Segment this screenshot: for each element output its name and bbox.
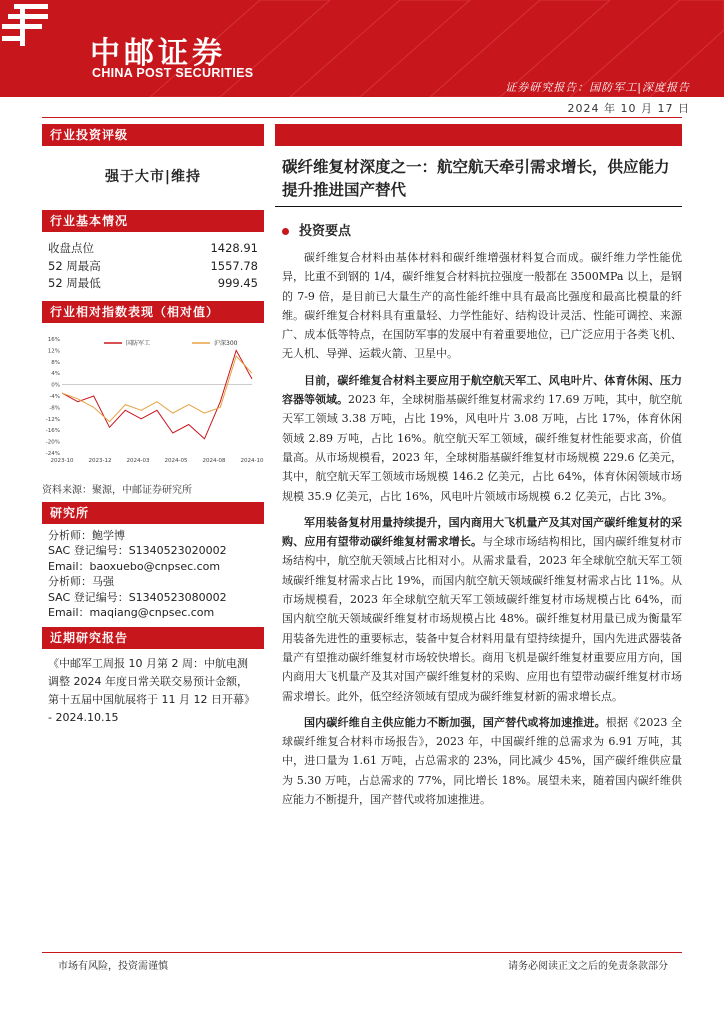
brand-name-cn: 中邮证券 [90, 36, 226, 71]
section-heading-text: 投资要点 [299, 224, 352, 239]
recent-report-item[interactable]: 《中邮军工周报 10 月第 2 周：中航电测调整 2024 年度日常关联交易预计金额，第十五届中国航展将于 11 月 12 日开幕》 - 2024.10.15 [48, 656, 255, 724]
y-tick-label: -24% [45, 450, 60, 457]
report-date: 2024 年 10 月 17 日 [567, 102, 690, 115]
analyst-heading: 研究所 [42, 502, 264, 524]
y-tick-label: -12% [45, 416, 60, 423]
basics-row [42, 258, 264, 276]
analyst-line: 分析师：鲍学博 [48, 528, 125, 542]
y-tick-label: 8% [51, 359, 60, 366]
basics-row [42, 240, 264, 258]
analyst-email[interactable]: Email：maqiang@cnpsec.com [48, 606, 215, 619]
basics-label: 52 周最高 [48, 258, 101, 273]
report-title: 碳纤维复材深度之一：航空航天牵引需求增长，供应能力提升推进国产替代 [282, 158, 670, 199]
analyst-line: SAC 登记编号：S1340523080002 [48, 590, 227, 604]
footer-disclaimer: 请务必阅读正文之后的免责条款部分 [508, 961, 668, 972]
x-tick-label: 2024-05 [164, 457, 188, 464]
series-line-defense [62, 350, 252, 438]
analyst-email[interactable]: Email：baoxuebo@cnpsec.com [48, 559, 221, 573]
x-tick-label: 2024-08 [202, 457, 226, 464]
footer-risk-note: 市场有风险，投资需谨慎 [58, 961, 168, 972]
sidebar [42, 124, 264, 733]
paragraph-lead: 目前，碳纤维复合材料主要应用于航空航天军工、风电叶片、体育休闲、压力容器等领域。 [282, 373, 682, 407]
section-heading [282, 220, 351, 239]
y-tick-label: 0% [51, 382, 60, 389]
legend-label: 沪深300 [214, 339, 238, 347]
paragraph-lead: 国内碳纤维自主供应能力不断加强，国产替代或将加速推进。 [304, 715, 606, 729]
header-rule [42, 117, 682, 118]
main-top-bar [275, 124, 682, 146]
chart-svg [42, 331, 264, 471]
paragraph [282, 371, 682, 506]
basics-value: 999.45 [217, 276, 258, 290]
paragraph-text: 2023 年，全球树脂基碳纤维复材需求约 17.69 万吨，其中，航空航天军工领域 3.38 万吨，占比 19%，风电叶片 3.08 万吨，占比 17%，体育休闲领域 2.89 万吨，占比 16%。航空航天军工领域，碳纤维复材性能要求高，价值量高。从市场规模看，2023 年，全球树脂基碳纤维复材市场规模 229.6 亿美元，其中，航空航天军工领域市场规模 146.2 亿美元，占比 64%，体育休闲领域市场规模 35.9 亿美元，占比 16%，风电叶片领域市场规模 6.2 亿美元，占比 3%。 [282, 393, 683, 503]
relative-performance-chart [42, 331, 264, 471]
recent-reports-heading: 近期研究报告 [42, 627, 264, 649]
chart-source: 资料来源：聚源，中邮证券研究所 [42, 484, 192, 496]
paragraph-text: 根据《2023 全球碳纤维复合材料市场报告》，2023 年，中国碳纤维的总需求为 6.91 万吨，其中，进口量为 1.61 万吨，占总需求的 23%，同比减少 45%，国产碳纤维供应量为 5.30 万吨，占总需求的 77%，同比增长 18%。展望未来，随着国内碳纤维供应能力不断提升，国产替代或将加速推进。 [282, 715, 682, 807]
paragraph [282, 713, 682, 809]
series-line-csi300 [62, 356, 252, 422]
x-tick-label: 2023-10 [50, 457, 74, 464]
analyst-block [42, 524, 264, 627]
basics-heading: 行业基本情况 [42, 210, 264, 232]
paragraph-text: 与全球市场结构相比，国内碳纤维复材市场结构中，航空航天领域占比相对小。从需求量看，2023 年全球航空航天军工领域碳纤维复材需求占比 19%，而国内航空航天领域碳纤维复材需求占比 11%。从市场规模看，2023 年全球航空航天军工领域碳纤维复材市场规模占比 64%，而国内航空航天领域碳纤维复材市场规模占比 48%。碳纤维复材用量已成为衡量军用装备先进性的重要标志，装备中复合材料用量有望持续提升，国内先进武器装备量产有望推动碳纤维复材市场较快增长。商用飞机是碳纤维复材重要应用方向，国内商用大飞机量产及其对国产碳纤维复材的采购、应用也有望带动碳纤维复材市场需求增长。此外，低空经济领域有望成为碳纤维复材新的需求增长点。 [282, 535, 683, 703]
y-tick-label: -8% [49, 404, 60, 411]
body-text [282, 248, 682, 816]
brand-name-en: CHINA POST SECURITIES [92, 66, 254, 80]
basics-row [42, 275, 264, 293]
analyst-line: 分析师：马强 [48, 575, 114, 588]
footer-rule [42, 952, 682, 953]
basics-label: 收盘点位 [48, 241, 94, 255]
china-post-logo-icon [0, 0, 52, 50]
y-tick-label: 16% [47, 336, 60, 343]
x-tick-label: 2023-12 [88, 457, 112, 464]
title-rule [275, 206, 682, 207]
analyst-line: SAC 登记编号：S1340523020002 [48, 544, 227, 557]
basics-label: 52 周最低 [48, 276, 101, 290]
y-tick-label: -16% [45, 427, 60, 434]
basics-table [42, 240, 264, 293]
industry-rating: 强于大市|维持 [104, 169, 202, 185]
legend-label: 国防军工 [126, 339, 151, 347]
y-tick-label: -4% [49, 393, 60, 400]
bullet-dot-icon [282, 228, 289, 235]
header-band [0, 0, 724, 97]
rating-heading: 行业投资评级 [42, 124, 264, 146]
y-tick-label: 12% [47, 347, 60, 354]
paragraph [282, 513, 682, 706]
performance-heading: 行业相对指数表现（相对值） [42, 301, 264, 323]
x-tick-label: 2024-03 [126, 457, 150, 464]
paragraph-text: 碳纤维复合材料由基体材料和碳纤维增强材料复合而成。碳纤维力学性能优异，比重不到钢的 1/4，碳纤维复合材料抗拉强度一般都在 3500MPa 以上，是钢的 7-9 倍，是目前已大量生产的高性能纤维中具有最高比强度和最高比模量的纤维。碳纤维复合材料具有重量轻、力学性能好、结构设计灵活、性能可调控、来源广、成本低等特点，在国防军事的发展中有着重要地位，已广泛应用于各类飞机、无人机、导弹、运载火箭、卫星中。 [282, 251, 682, 361]
paragraph-lead: 军用装备复材用量持续提升，国内商用大飞机量产及其对国产碳纤维复材的采购、应用有望带动碳纤维复材需求增长。 [282, 515, 682, 549]
report-type: 证券研究报告：国防军工|深度报告 [505, 81, 690, 94]
y-tick-label: 4% [51, 370, 60, 377]
x-tick-label: 2024-10 [240, 457, 264, 464]
paragraph [282, 248, 682, 364]
basics-value: 1557.78 [210, 258, 258, 273]
y-tick-label: -20% [45, 439, 60, 446]
basics-value: 1428.91 [210, 241, 258, 255]
